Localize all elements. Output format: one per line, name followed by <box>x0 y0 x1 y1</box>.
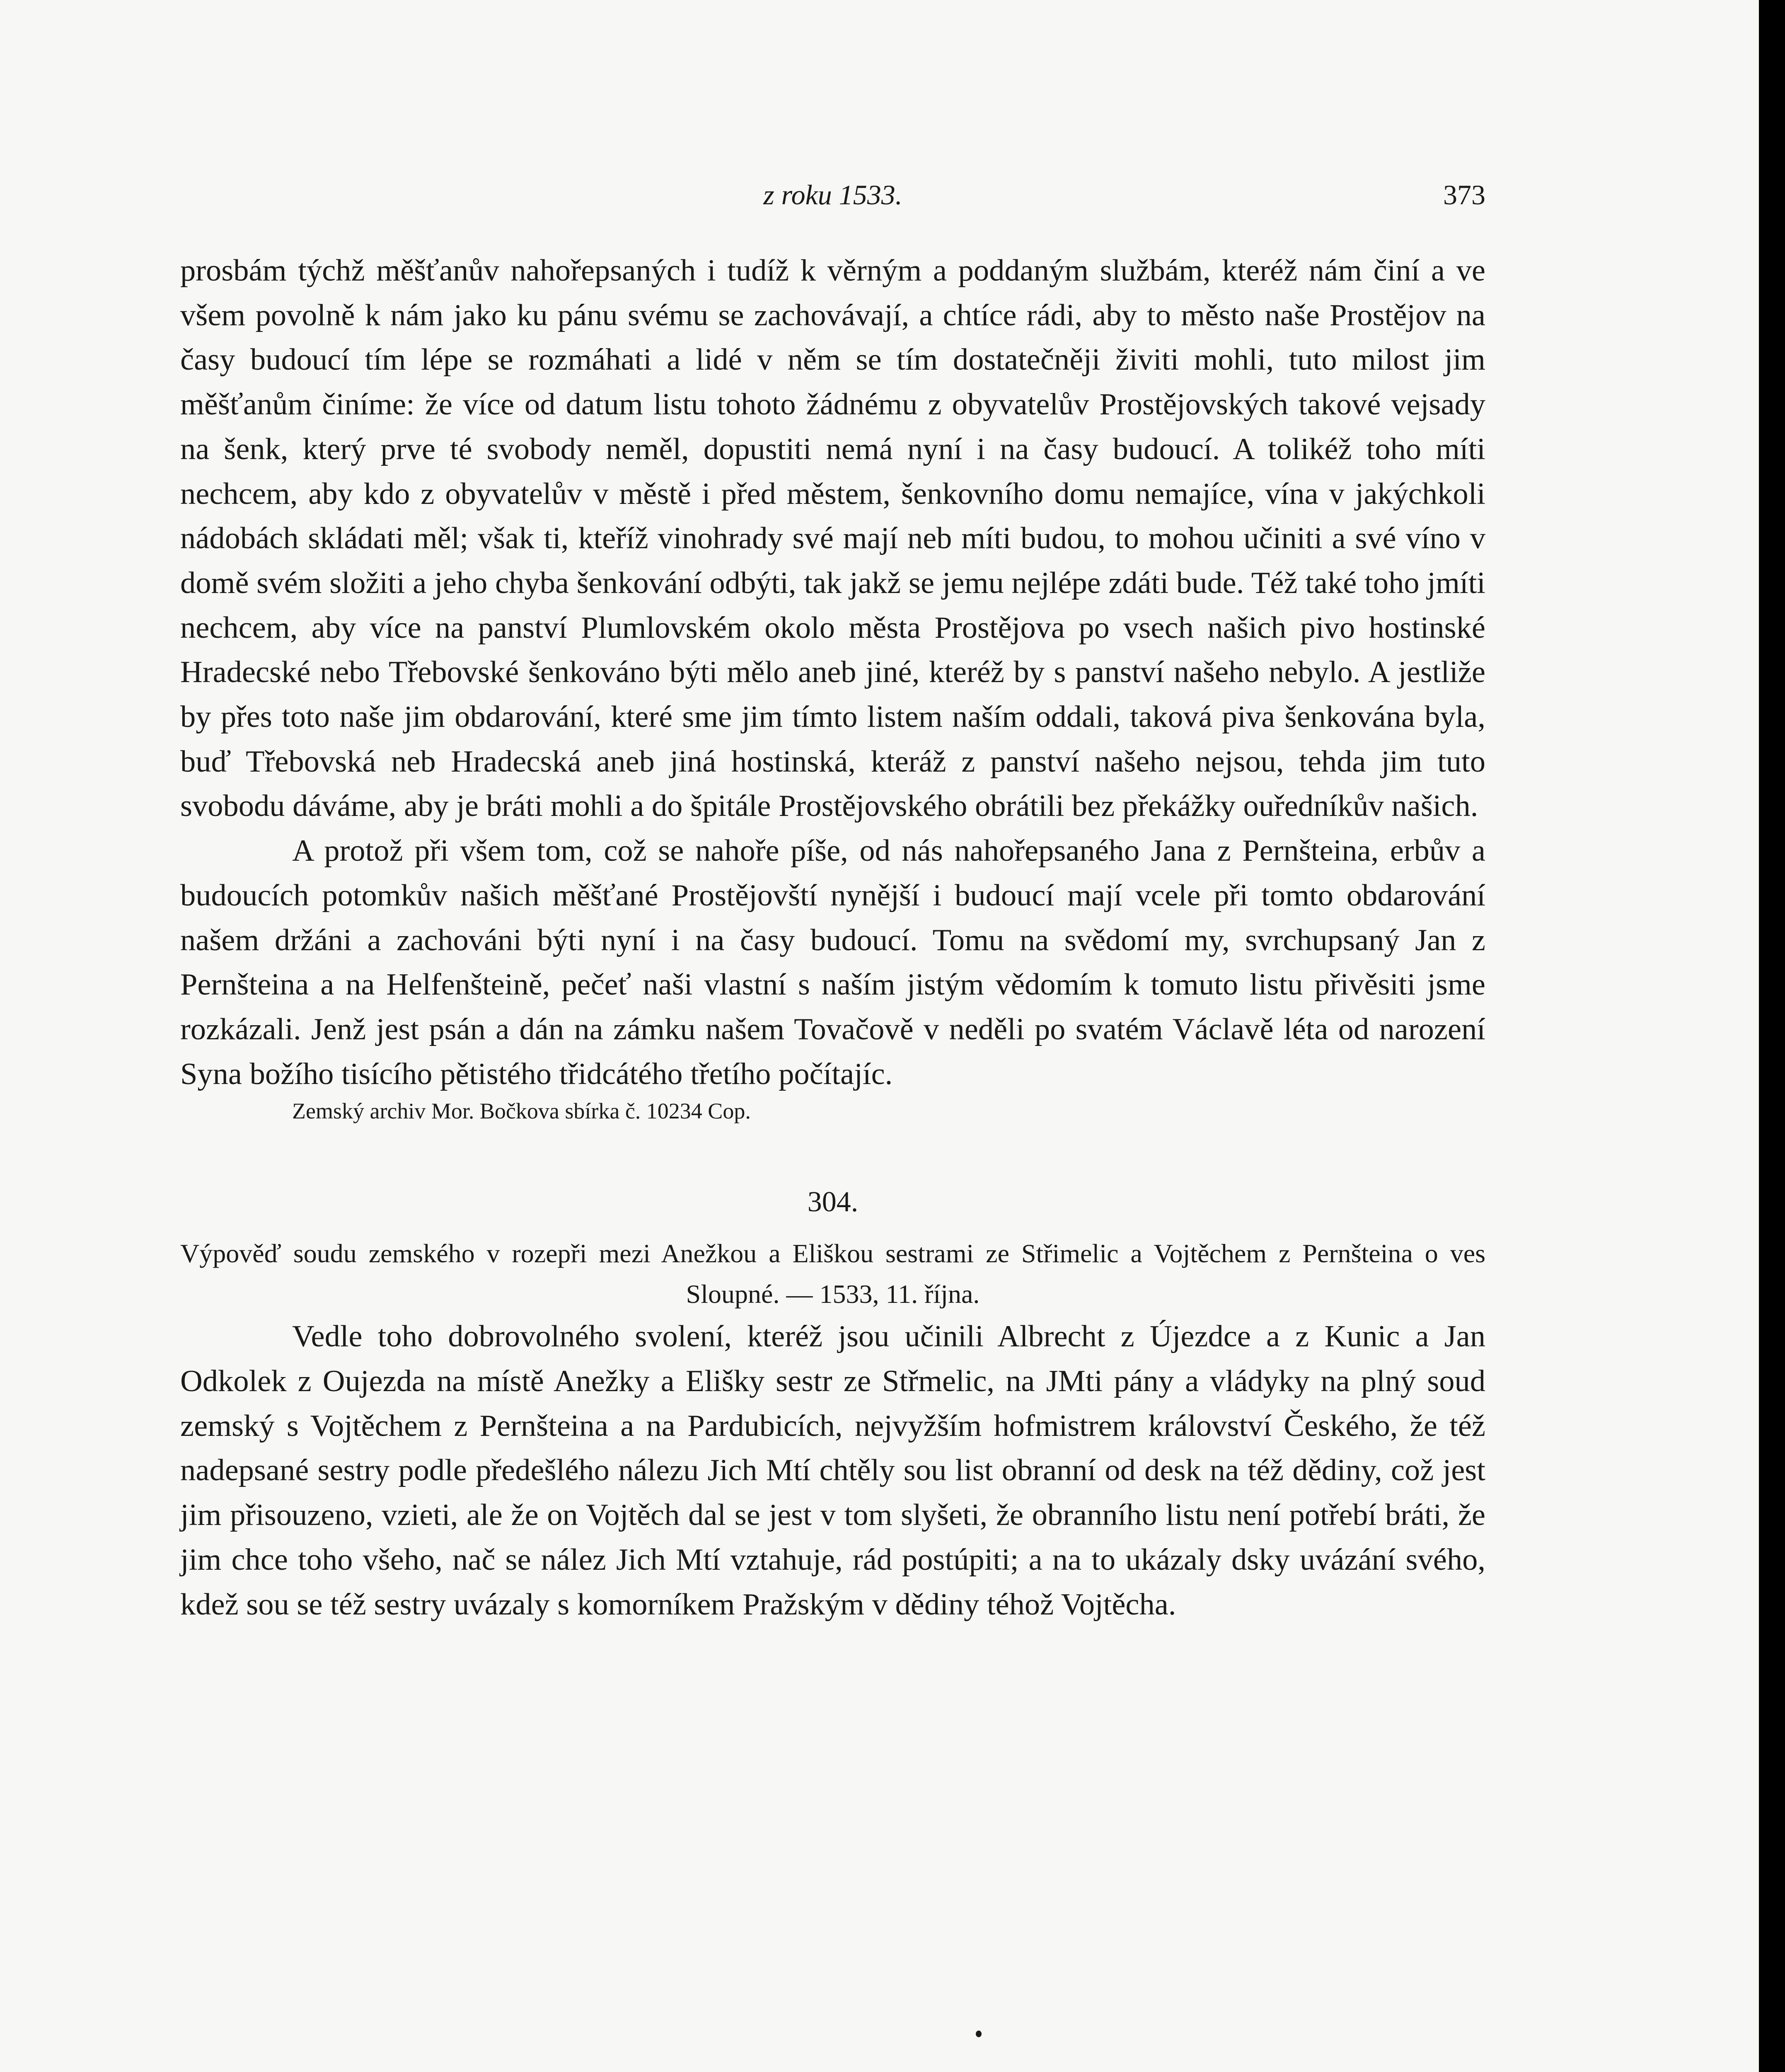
page-number: 373 <box>1443 179 1485 211</box>
paragraph-continued: prosbám týchž měšťanův nahořepsaných i tudíž k věrným a poddaným službám, kteréž nám činí a ve všem povolně k nám jako ku pánu svému se zachovávají, a chtíce rádi, aby to město naše Prostějov na časy budoucí tím lépe se rozmáhati a lidé v něm se tím dostatečněji živiti mohli, tuto milost jim měšťanům činíme: že více od datum listu tohoto žádnému z obyvatelův Prostějovských takové vejsady na šenk, který prve té svobody neměl, dopustiti nemá nyní i na časy budoucí. A tolikéž toho míti nechcem, aby kdo z obyvatelův v městě i před městem, šenkovního domu nemajíce, vína v jakýchkoli nádobách skládati měl; však ti, kteříž vinohrady své mají neb míti budou, to mohou učiniti a své víno v domě svém složiti a jeho chyba šenkování odbýti, tak jakž se jemu nejlépe zdáti bude. Též také toho jmíti nechcem, aby více na panství Plumlovském okolo města Prostějova po vsech našich pivo hostinské Hradecské nebo Třebovské šenkováno býti mělo aneb jiné, kteréž by s panství našeho nebylo. A jestliže by přes toto naše jim obdarování, které sme jim tímto listem naším oddali, taková piva šenkována byla, buď Třebovská neb Hradecská aneb jiná hostinská, kteráž z panství našeho nejsou, tehda jim tuto svobodu dáváme, aby je bráti mohli a do špitále Prostějovského obrátili bez překážky ouředníkův našich. <box>180 254 1485 823</box>
source-note: Zemský archiv Mor. Bočkova sbírka č. 10234 Cop. <box>292 1099 751 1124</box>
document-heading: Výpověď soudu zemského v rozepři mezi Anežkou a Eliškou sestrami ze Střimelic a Vojtěchem z Pernšteina o ves Sloupné. — 1533, 11. října. <box>180 1239 1485 1309</box>
document-text: Vedle toho dobrovolného svolení, kteréž jsou učinili Albrecht z Újezdce a z Kunic a Jan Odkolek z Oujezda na místě Anežky a Elišky sestr ze Střmelic, na JMti pány a vládyky na plný soud zemský s Vojtěchem z Pernšteina a na Pardubicích, nejvyžším hofmistrem království Českého, že též nadepsané sestry podle předešlého nálezu Jich Mtí chtěly sou list obranní od desk na též dědiny, což jest jim přisouzeno, vzieti, ale že on Vojtěch dal se jest v tom slyšeti, že obranního listu není potřebí bráti, že jim chce toho všeho, nač se nález Jich Mtí vztahuje, rád postúpiti; a na to ukázaly dsky uvázání svého, kdež sou se též sestry uvázaly s komorníkem Pražským v dědiny téhož Vojtěcha. <box>180 1319 1485 1622</box>
document-number: 304. <box>807 1186 859 1218</box>
running-head <box>180 176 1485 213</box>
running-head-title: z roku 1533. <box>763 179 902 211</box>
paragraph-closing: A protož při všem tom, což se nahoře píše, od nás nahořepsaného Jana z Pernšteina, erbův a budoucích potomkův našich měšťané Prostějovští nynější i budoucí mají vcele při tomto obdarování našem držáni a zachováni býti nyní i na časy budoucí. Tomu na svědomí my, svrchupsaný Jan z Pernšteina a na Helfenšteině, pečeť naši vlastní s naším jistým vědomím k tomuto listu přivěsiti jsme rozkázali. Jenž jest psán a dán na zámku našem Tovačově v neděli po svatém Václavě léta od narození Syna božího tisícího pětistého třidcátého třetího počítajíc. <box>180 834 1485 1091</box>
page-body <box>180 249 1485 1627</box>
footer-dot-mark <box>976 2031 982 2037</box>
